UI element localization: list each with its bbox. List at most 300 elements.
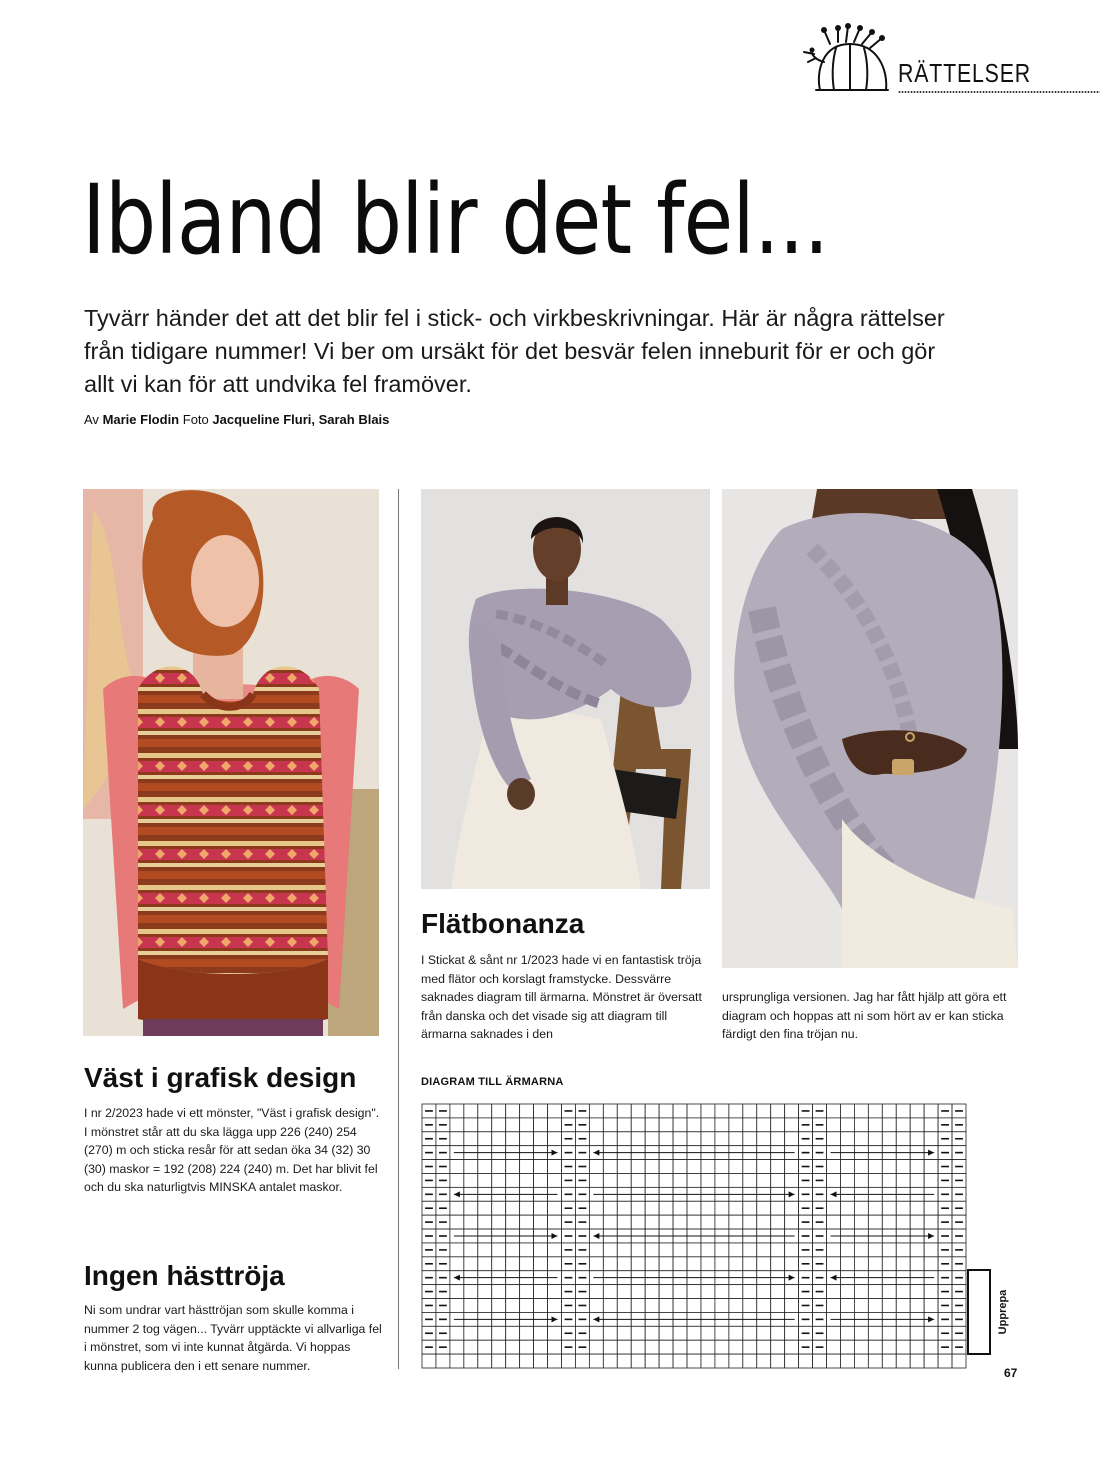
chart-cell: [645, 1243, 659, 1257]
chart-cell: [743, 1340, 757, 1354]
chart-cell: [450, 1132, 464, 1146]
chart-cell: [910, 1118, 924, 1132]
chart-cell: [617, 1340, 631, 1354]
chart-cell: [896, 1201, 910, 1215]
chart-cell: [617, 1118, 631, 1132]
chart-cell: [603, 1201, 617, 1215]
chart-cell: [534, 1160, 548, 1174]
chart-cell: [910, 1201, 924, 1215]
chart-cell: [868, 1215, 882, 1229]
chart-cell: [910, 1354, 924, 1368]
chart-cell: [659, 1243, 673, 1257]
chart-cell: [506, 1257, 520, 1271]
chart-cell: [673, 1132, 687, 1146]
chart-cell: [464, 1160, 478, 1174]
chart-cell: [757, 1118, 771, 1132]
chart-cell: [840, 1285, 854, 1299]
chart-cell: [631, 1285, 645, 1299]
chart-cell: [743, 1118, 757, 1132]
chart-cell: [896, 1354, 910, 1368]
chart-cell: [492, 1243, 506, 1257]
chart-cell: [673, 1340, 687, 1354]
chart-cell: [771, 1354, 785, 1368]
chart-cell: [715, 1104, 729, 1118]
chart-cell: [534, 1285, 548, 1299]
chart-cell: [868, 1285, 882, 1299]
chart-cell: [589, 1299, 603, 1313]
chart-cell: [757, 1243, 771, 1257]
chart-cell: [938, 1354, 952, 1368]
chart-cell: [617, 1201, 631, 1215]
chart-cell: [520, 1215, 534, 1229]
chart-cell: [603, 1299, 617, 1313]
chart-cell: [520, 1118, 534, 1132]
chart-cell: [715, 1299, 729, 1313]
chart-cell: [868, 1118, 882, 1132]
chart-cell: [603, 1104, 617, 1118]
chart-cell: [645, 1160, 659, 1174]
chart-cell: [617, 1299, 631, 1313]
chart-cell: [687, 1326, 701, 1340]
chart-cell: [924, 1299, 938, 1313]
chart-cell: [617, 1104, 631, 1118]
chart-cell: [840, 1104, 854, 1118]
chart-cell: [506, 1173, 520, 1187]
chart-cell: [687, 1299, 701, 1313]
chart-cell: [715, 1326, 729, 1340]
chart-cell: [687, 1132, 701, 1146]
chart-cell: [673, 1104, 687, 1118]
chart-cell: [659, 1201, 673, 1215]
chart-cell: [589, 1243, 603, 1257]
chart-cell: [715, 1132, 729, 1146]
lead-paragraph: Tyvärr händer det att det blir fel i stick- och virkbeskrivningar. Här är några rättelser från tidigare nummer! Vi ber om ursäkt för det besvär felen inneburit för er och gör allt vi kan för att undvika fel framöver.: [84, 305, 945, 397]
chart-cell: [492, 1201, 506, 1215]
chart-cell: [715, 1243, 729, 1257]
chart-cell: [520, 1104, 534, 1118]
chart-cell: [673, 1243, 687, 1257]
chart-cell: [450, 1326, 464, 1340]
repeat-bracket: [967, 1269, 991, 1355]
chart-cell: [673, 1257, 687, 1271]
chart-cell: [534, 1173, 548, 1187]
chart-cell: [840, 1243, 854, 1257]
chart-cell: [757, 1160, 771, 1174]
chart-cell: [464, 1132, 478, 1146]
chart-cell: [520, 1326, 534, 1340]
chart-cell: [924, 1201, 938, 1215]
chart-cell: [687, 1160, 701, 1174]
chart-cell: [840, 1354, 854, 1368]
chart-cell: [478, 1104, 492, 1118]
chart-cell: [771, 1118, 785, 1132]
chart-cell: [450, 1257, 464, 1271]
chart-cell: [617, 1160, 631, 1174]
chart-cell: [771, 1201, 785, 1215]
chart-cell: [631, 1215, 645, 1229]
chart-cell: [548, 1243, 562, 1257]
chart-cell: [785, 1299, 799, 1313]
chart-cell: [910, 1340, 924, 1354]
chart-cell: [799, 1354, 813, 1368]
chart-cell: [534, 1326, 548, 1340]
chart-cell: [701, 1132, 715, 1146]
chart-cell: [771, 1160, 785, 1174]
chart-cell: [896, 1160, 910, 1174]
chart-cell: [701, 1285, 715, 1299]
chart-cell: [478, 1326, 492, 1340]
chart-cell: [534, 1104, 548, 1118]
chart-cell: [659, 1354, 673, 1368]
chart-cell: [813, 1354, 827, 1368]
chart-cell: [757, 1104, 771, 1118]
chart-cell: [785, 1285, 799, 1299]
chart-cell: [631, 1354, 645, 1368]
chart-cell: [589, 1215, 603, 1229]
chart-cell: [673, 1285, 687, 1299]
chart-cell: [603, 1340, 617, 1354]
chart-cell: [520, 1354, 534, 1368]
chart-cell: [924, 1243, 938, 1257]
chart-cell: [534, 1340, 548, 1354]
chart-cell: [589, 1104, 603, 1118]
chart-cell: [645, 1201, 659, 1215]
chart-cell: [757, 1354, 771, 1368]
chart-cell: [854, 1215, 868, 1229]
chart-cell: [520, 1160, 534, 1174]
chart-cell: [464, 1173, 478, 1187]
chart-cell: [464, 1285, 478, 1299]
chart-cell: [673, 1326, 687, 1340]
chart-cell: [534, 1132, 548, 1146]
chart-cell: [785, 1132, 799, 1146]
chart-cell: [506, 1285, 520, 1299]
chart-cell: [673, 1173, 687, 1187]
chart-cell: [868, 1173, 882, 1187]
chart-cell: [631, 1104, 645, 1118]
chart-cell: [854, 1201, 868, 1215]
chart-cell: [673, 1354, 687, 1368]
chart-cell: [450, 1173, 464, 1187]
chart-cell: [882, 1257, 896, 1271]
chart-cell: [701, 1173, 715, 1187]
chart-cell: [534, 1354, 548, 1368]
chart-cell: [464, 1257, 478, 1271]
chart-cell: [854, 1173, 868, 1187]
chart-cell: [743, 1326, 757, 1340]
chart-cell: [771, 1243, 785, 1257]
chart-cell: [827, 1243, 841, 1257]
chart-cell: [729, 1340, 743, 1354]
chart-cell: [868, 1299, 882, 1313]
chart-cell: [534, 1243, 548, 1257]
chart-cell: [827, 1257, 841, 1271]
chart-cell: [701, 1340, 715, 1354]
chart-cell: [450, 1340, 464, 1354]
article-title-vast: Väst i grafisk design: [84, 1062, 357, 1093]
chart-cell: [840, 1118, 854, 1132]
chart-cell: [506, 1104, 520, 1118]
chart-cell: [673, 1215, 687, 1229]
chart-cell: [589, 1118, 603, 1132]
chart-cell: [617, 1243, 631, 1257]
chart-cell: [575, 1354, 589, 1368]
chart-cell: [450, 1299, 464, 1313]
chart-cell: [896, 1257, 910, 1271]
chart-cell: [868, 1340, 882, 1354]
chart-cell: [701, 1118, 715, 1132]
chart-cell: [924, 1340, 938, 1354]
chart-cell: [785, 1354, 799, 1368]
chart-cell: [520, 1201, 534, 1215]
chart-cell: [729, 1201, 743, 1215]
chart-cell: [771, 1257, 785, 1271]
chart-cell: [492, 1132, 506, 1146]
chart-cell: [924, 1354, 938, 1368]
chart-cell: [729, 1215, 743, 1229]
chart-cell: [729, 1118, 743, 1132]
chart-cell: [631, 1257, 645, 1271]
chart-cell: [548, 1201, 562, 1215]
chart-cell: [882, 1285, 896, 1299]
chart-cell: [589, 1257, 603, 1271]
chart-cell: [715, 1215, 729, 1229]
chart-cell: [506, 1340, 520, 1354]
chart-cell: [687, 1243, 701, 1257]
chart-cell: [743, 1132, 757, 1146]
chart-cell: [924, 1104, 938, 1118]
chart-cell: [771, 1340, 785, 1354]
chart-cell: [882, 1201, 896, 1215]
chart-cell: [464, 1215, 478, 1229]
chart-cell: [840, 1340, 854, 1354]
chart-cell: [882, 1340, 896, 1354]
chart-cell: [729, 1326, 743, 1340]
chart-cell: [743, 1354, 757, 1368]
chart-cell: [910, 1299, 924, 1313]
chart-cell: [827, 1299, 841, 1313]
chart-cell: [827, 1118, 841, 1132]
chart-cell: [645, 1257, 659, 1271]
chart-cell: [450, 1104, 464, 1118]
chart-cell: [506, 1299, 520, 1313]
chart-cell: [924, 1173, 938, 1187]
chart-cell: [910, 1243, 924, 1257]
chart-cell: [631, 1201, 645, 1215]
chart-cell: [478, 1340, 492, 1354]
chart-cell: [492, 1340, 506, 1354]
chart-cell: [743, 1285, 757, 1299]
chart-cell: [743, 1215, 757, 1229]
chart-cell: [492, 1173, 506, 1187]
chart-cell: [827, 1215, 841, 1229]
chart-cell: [687, 1201, 701, 1215]
chart-cell: [910, 1160, 924, 1174]
chart-cell: [868, 1326, 882, 1340]
chart-cell: [827, 1354, 841, 1368]
chart-cell: [631, 1340, 645, 1354]
chart-cell: [910, 1173, 924, 1187]
chart-cell: [840, 1132, 854, 1146]
chart-cell: [492, 1257, 506, 1271]
chart-cell: [534, 1215, 548, 1229]
chart-cell: [771, 1285, 785, 1299]
chart-cell: [729, 1243, 743, 1257]
chart-cell: [924, 1326, 938, 1340]
chart-cell: [840, 1299, 854, 1313]
chart-cell: [548, 1104, 562, 1118]
chart-cell: [450, 1285, 464, 1299]
chart-cell: [854, 1104, 868, 1118]
chart-cell: [478, 1132, 492, 1146]
chart-cell: [701, 1104, 715, 1118]
chart-cell: [701, 1257, 715, 1271]
chart-cell: [771, 1215, 785, 1229]
chart-cell: [687, 1354, 701, 1368]
article-title-flatbonanza: Flätbonanza: [421, 908, 585, 939]
chart-cell: [589, 1285, 603, 1299]
chart-cell: [603, 1215, 617, 1229]
chart-cell: [701, 1243, 715, 1257]
chart-cell: [840, 1326, 854, 1340]
chart-cell: [589, 1132, 603, 1146]
chart-cell: [603, 1160, 617, 1174]
chart-cell: [464, 1201, 478, 1215]
chart-cell: [882, 1215, 896, 1229]
chart-cell: [757, 1326, 771, 1340]
chart-cell: [631, 1160, 645, 1174]
chart-cell: [840, 1160, 854, 1174]
chart-cell: [715, 1201, 729, 1215]
byline-photographers: Jacqueline Fluri, Sarah Blais: [212, 412, 390, 427]
chart-cell: [785, 1215, 799, 1229]
chart-cell: [827, 1104, 841, 1118]
chart-cell: [617, 1354, 631, 1368]
chart-cell: [771, 1299, 785, 1313]
chart-cell: [687, 1215, 701, 1229]
chart-cell: [729, 1160, 743, 1174]
chart-cell: [924, 1132, 938, 1146]
chart-cell: [785, 1118, 799, 1132]
chart-cell: [492, 1104, 506, 1118]
chart-cell: [548, 1340, 562, 1354]
chart-cell: [854, 1160, 868, 1174]
chart-cell: [896, 1104, 910, 1118]
chart-cell: [478, 1257, 492, 1271]
column-divider: [398, 489, 399, 1369]
chart-cell: [617, 1285, 631, 1299]
chart-cell: [589, 1160, 603, 1174]
chart-cell: [645, 1132, 659, 1146]
chart-cell: [645, 1326, 659, 1340]
chart-cell: [659, 1257, 673, 1271]
chart-cell: [827, 1160, 841, 1174]
chart-cell: [729, 1104, 743, 1118]
chart-cell: [952, 1354, 966, 1368]
chart-cell: [659, 1160, 673, 1174]
chart-cell: [882, 1173, 896, 1187]
chart-cell: [910, 1104, 924, 1118]
chart-cell: [492, 1118, 506, 1132]
chart-cell: [534, 1118, 548, 1132]
chart-cell: [548, 1257, 562, 1271]
chart-cell: [924, 1215, 938, 1229]
chart-cell: [896, 1173, 910, 1187]
chart-cell: [464, 1326, 478, 1340]
chart-cell: [603, 1285, 617, 1299]
chart-cell: [715, 1160, 729, 1174]
chart-cell: [478, 1215, 492, 1229]
chart-cell: [743, 1104, 757, 1118]
chart-cell: [827, 1326, 841, 1340]
chart-cell: [687, 1104, 701, 1118]
chart-cell: [910, 1215, 924, 1229]
chart-cell: [910, 1132, 924, 1146]
chart-cell: [701, 1160, 715, 1174]
chart-cell: [687, 1257, 701, 1271]
chart-cell: [827, 1285, 841, 1299]
chart-cell: [548, 1326, 562, 1340]
chart-cell: [436, 1354, 450, 1368]
chart-cell: [520, 1285, 534, 1299]
chart-cell: [659, 1285, 673, 1299]
chart-cell: [896, 1299, 910, 1313]
diagram-title: DIAGRAM TILL ÄRMARNA: [421, 1076, 564, 1088]
chart-cell: [603, 1326, 617, 1340]
chart-cell: [548, 1354, 562, 1368]
chart-cell: [882, 1104, 896, 1118]
chart-cell: [924, 1257, 938, 1271]
chart-cell: [701, 1299, 715, 1313]
vest-photo: [83, 489, 379, 1036]
chart-cell: [548, 1132, 562, 1146]
chart-cell: [450, 1354, 464, 1368]
chart-cell: [854, 1299, 868, 1313]
chart-cell: [645, 1104, 659, 1118]
chart-cell: [631, 1173, 645, 1187]
chart-cell: [729, 1173, 743, 1187]
chart-cell: [715, 1354, 729, 1368]
chart-cell: [645, 1118, 659, 1132]
chart-cell: [743, 1243, 757, 1257]
chart-cell: [534, 1201, 548, 1215]
chart-cell: [701, 1354, 715, 1368]
chart-cell: [492, 1285, 506, 1299]
chart-cell: [701, 1215, 715, 1229]
chart-cell: [729, 1257, 743, 1271]
knitting-chart: [421, 1103, 967, 1369]
chart-cell: [687, 1340, 701, 1354]
chart-cell: [896, 1118, 910, 1132]
chart-cell: [478, 1243, 492, 1257]
chart-cell: [910, 1326, 924, 1340]
chart-cell: [589, 1354, 603, 1368]
chart-cell: [854, 1354, 868, 1368]
chart-cell: [534, 1257, 548, 1271]
chart-cell: [757, 1285, 771, 1299]
chart-cell: [645, 1354, 659, 1368]
chart-cell: [659, 1118, 673, 1132]
chart-cell: [548, 1160, 562, 1174]
chart-cell: [687, 1118, 701, 1132]
chart-cell: [743, 1299, 757, 1313]
chart-cell: [882, 1326, 896, 1340]
chart-cell: [854, 1326, 868, 1340]
chart-cell: [840, 1257, 854, 1271]
chart-cell: [520, 1243, 534, 1257]
chart-cell: [492, 1326, 506, 1340]
chart-cell: [701, 1326, 715, 1340]
